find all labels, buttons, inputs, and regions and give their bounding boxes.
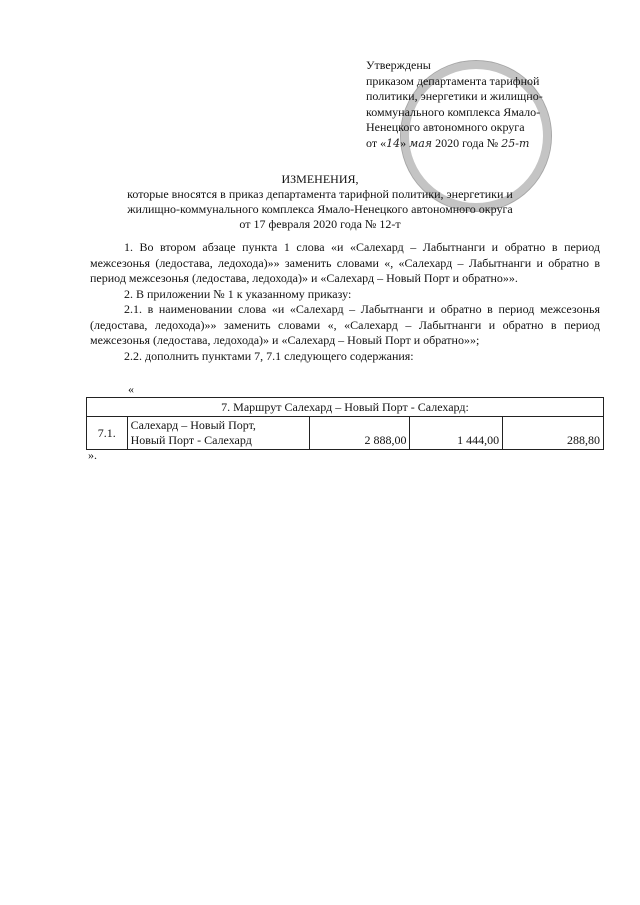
quote-close: ». (88, 448, 97, 462)
tariff-table (86, 397, 604, 450)
route-line: Салехард – Новый Порт, (130, 418, 256, 432)
approval-line: Утверждены (366, 58, 431, 72)
date-month: мая (409, 136, 433, 150)
approval-block (366, 58, 606, 151)
doc-subtitle-line: которые вносятся в приказ департамента тарифной политики, энергетики и (127, 187, 513, 201)
tariff-value-full: 2 888,00 (309, 417, 410, 450)
doc-number: 25-т (501, 136, 530, 150)
row-number: 7.1. (87, 417, 128, 450)
quote-open: « (128, 382, 134, 396)
approval-line: политики, энергетики и жилищно- (366, 89, 543, 103)
tariff-value-baggage: 288,80 (503, 417, 604, 450)
date-prefix: от « (366, 135, 387, 150)
approval-date-line (366, 136, 606, 152)
route-cell (127, 417, 309, 450)
paragraph-2: 2. В приложении № 1 к указанному приказу: (124, 286, 352, 301)
table-header: 7. Маршрут Салехард – Новый Порт - Салехард: (87, 398, 604, 417)
date-day: 14 (386, 136, 401, 150)
table-row (87, 417, 604, 450)
date-year: 2020 года № (435, 135, 499, 150)
tariff-value-half: 1 444,00 (410, 417, 503, 450)
paragraph-1: 1. Во втором абзаце пункта 1 слова «и «Салехард – Лабытнанги и обратно в период межсезонья (ледостава, ледохода)»» заменить словами «, «Салехард – Лабытнанги и обратно в период межсезонья (ледостава, ледохода)» и «Салехард – Новый Порт и обратно»». (90, 240, 600, 285)
table-header-row (87, 398, 604, 417)
paragraph-2-1: 2.1. в наименовании слова «и «Салехард – Лабытнанги и обратно в период межсезонья (ледостава, ледохода)»» заменить словами «, «Салехард – Лабытнанги и обратно в период межсезонья (ледостава, ледохода)» и «Салехард – Новый Порт и обратно»»; (90, 302, 600, 347)
paragraph-2-2: 2.2. дополнить пунктами 7, 7.1 следующего содержания: (124, 348, 414, 363)
doc-subtitle-line: жилищно-коммунального комплекса Ямало-Ненецкого автономного округа (127, 202, 513, 216)
doc-subtitle-line: от 17 февраля 2020 года № 12-т (239, 217, 401, 231)
date-mid: » (400, 135, 407, 150)
approval-line: коммунального комплекса Ямало- (366, 104, 541, 119)
route-line: Новый Порт - Салехард (130, 433, 252, 447)
doc-heading: ИЗМЕНЕНИЯ, (281, 172, 359, 186)
document-body (90, 240, 600, 364)
approval-line: Ненецкого автономного округа (366, 120, 525, 134)
approval-line: приказом департамента тарифной (366, 73, 540, 88)
